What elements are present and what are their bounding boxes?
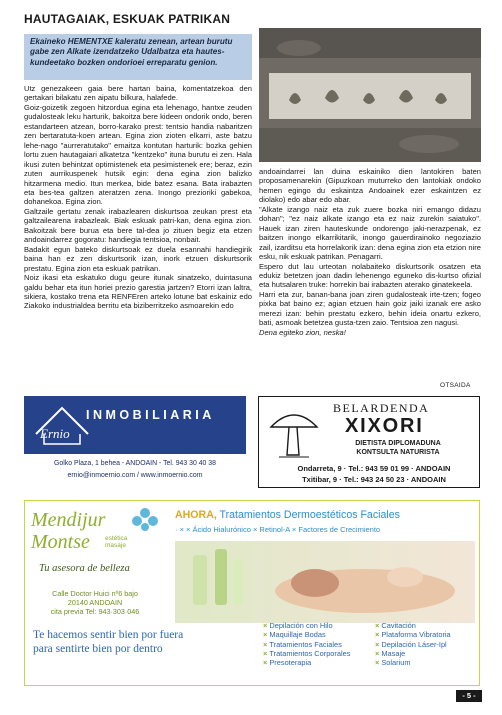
inmobiliaria-address: Golko Plaza, 1 behea - ANDOAIN - Tel. 943 30 40 38	[54, 460, 216, 467]
inmobiliaria-ad[interactable]	[24, 396, 246, 488]
xixori-ad[interactable]	[258, 396, 480, 488]
paragraph: Harri eta zur, banan-bana joan ziren gudalosteak irte-tzen; fogeo pixka bat baino ez; agian etzuen hain goiz jaiki izanak ere asko merezi izan: behin prestatu ezkero, behin ideia onartu ezkero, bati, asmoak betetzea gusta-tzen zaio. Tentsioa zen nagusi.	[259, 289, 481, 328]
service-item	[375, 621, 451, 630]
mendijur-headline-prefix: AHORA,	[175, 509, 217, 521]
service-item	[375, 630, 451, 639]
article-left-column	[24, 84, 252, 311]
service-label: Tratamientos Faciales	[269, 639, 342, 649]
service-item	[263, 621, 350, 630]
bullet-cross-icon: ×	[263, 639, 270, 649]
service-label: Plataforma Vibratoria	[381, 630, 451, 640]
inmobiliaria-brand: INMOBILIARIA	[86, 408, 215, 422]
bullet-cross-icon: ×	[375, 648, 382, 658]
service-item	[263, 658, 350, 667]
article-signature: Dena egiteko zion, neska!	[259, 327, 346, 337]
service-item	[263, 630, 350, 639]
paragraph: Galtzaile gertatu zenak irabazlearen diskurtsoa zeukan prest eta galtzailearena irabazleak. Biak eskuak patri-kan, dena egina zion. Bakoitzak bere burua eta bere tal-dea jo zituen begiz eta etzen andoaindarrez gogoratu: handiegia tentsioa, nonbait.	[24, 206, 252, 245]
mendijur-headline-text: Tratamientos Dermoestéticos Faciales	[216, 509, 400, 521]
massage-illustration	[175, 541, 475, 623]
paragraph: Utz genezakeen gaia bere hartan baina, komentatzekoa den gertakari bilakatu zen aipatu bilkura, halafede.	[24, 84, 252, 103]
service-item	[263, 649, 350, 658]
paragraph: "Alkate izango naiz eta zuk zuere bozka niri emango didazu dohan"; "ez naiz alkate izango eta ez naiz zurekin saiatuko". Hauek izan ziren hauteskunde ondorengo jaki-nerazpenak, ez baitzen inongo elkarrikitarik, inongo gauerdirainoko negoziazio zail, izarditsu eta horrelakorik izan: dena egina zion eta etzion nire esku, nik eskuak patrikan. Penagarri.	[259, 204, 481, 262]
service-label: Masaje	[381, 648, 406, 658]
massage-photo	[175, 541, 475, 623]
paragraph: Noiz ikasi eta eskatuko dugu geure itunak sinatzeko, duintasuna galdu behar eta itun horiei prezio garestia jartzen? Etorri izan laltra, sikiera, kostako trena eta RENFEren arteko lotune bat eskainiz edo Ziakoko industrialdea berritu eta biziberritzeko asmoarekin edo	[24, 273, 252, 311]
page-number: - 5 -	[456, 690, 482, 702]
xixori-contact: Ondarreta, 9 · Tel.: 943 59 01 99 · ANDOAIN	[297, 464, 451, 473]
mendijur-logo: Montse	[31, 531, 90, 553]
bullet-cross-icon: ×	[375, 621, 382, 630]
service-label: Solarium	[381, 658, 411, 668]
mendijur-logo-sub-line: masaje	[105, 542, 126, 549]
bullet-cross-icon: ×	[263, 648, 270, 658]
service-label: Maquillaje Bodas	[269, 630, 326, 640]
service-label: Tratamientos Corporales	[269, 648, 351, 658]
article-lead: Ekaineko HEMENTXE kaleratu zenean, artean burutu gabe zen Alkate izendatzeko Udalbatza eta hautes-kundeetako bozken ondorioei erreparatu genion.	[24, 34, 252, 80]
article-right-column	[259, 167, 481, 337]
services-right	[375, 621, 451, 667]
inmobiliaria-logo-text: Ernio	[40, 426, 70, 441]
mendijur-ad[interactable]	[24, 500, 480, 686]
mendijur-slogan: para sentirte bien por dentro	[33, 643, 163, 655]
bullet-cross-icon: ×	[375, 639, 382, 649]
service-item	[375, 658, 451, 667]
flower-logo-icon	[125, 505, 165, 533]
service-label: Depilación con Hilo	[269, 621, 333, 630]
service-label: Presoterapia	[269, 658, 312, 668]
mushroom-illustration-icon	[265, 401, 323, 461]
service-label: Cavitación	[381, 621, 416, 630]
mendijur-logo-sub-line: estética	[105, 535, 128, 542]
mendijur-address-line: cita previa Tel: 943·303·046	[50, 607, 140, 616]
mendijur-address-line: Calle Doctor Huici nº6 bajo	[52, 589, 138, 598]
article-title: HAUTAGAIAK, ESKUAK PATRIKAN	[24, 12, 231, 26]
paragraph: Goiz-goizetik zegoen hitzordua egina eta lehenago, hantxe zeuden gudalosteak leku harturik, bakoitza bere kideen ondorik ondo, beren estandarteen atzean, borro-karako prest: tentsio handia nabaritzen zen bertaratuta-koen artean. Egina zion zioten elkarri, aste batzu lehe-nago "aurreratutako" emaitza kontutan harturik: bozka gehien lortu zuen hautagaiari alkatetza "kentzeko" ituna burutu ei zen. Hala ikusi zuten behintzat optimistenek eta pesimistenek ere; beraz, ezin zuten aurrikuspenek hutsik egin: dena egina zion balizko hitzarmena medio. Itun merkea, bide batez esana. Bata irabazten eta bes-tea galtzen ateratzen zena. Inongo prezioriki gabekoa, dohanekoa. Egina zion.	[24, 102, 252, 207]
xixori-contact: Txitibar, 9 · Tel.: 943 24 50 23 · ANDOAIN	[302, 475, 446, 484]
mendijur-address-line: 20140 ANDOAIN	[67, 598, 123, 607]
services-left	[263, 621, 350, 667]
paragraph: andoaindarrei lan duina eskainiko dien lantokiren baten proposamenarekin (Gipuzkoan muturreko den lantokiak ondoko hemen egingo du eskaintza Andoainek ezer eskaintzen ez diolako) edo abar edo abar.	[259, 167, 481, 205]
bullet-cross-icon: ×	[263, 621, 270, 630]
article-credit: OTSAIDA	[440, 382, 471, 389]
bullet-cross-icon: ×	[375, 630, 382, 640]
bullet-cross-icon: ×	[263, 630, 270, 640]
mendijur-logo: Mendijur	[31, 509, 106, 531]
inmobiliaria-web[interactable]: ernio@inmoernio.com / www.inmoernio.com	[67, 472, 203, 479]
service-item	[375, 649, 451, 658]
mendijur-headline	[175, 509, 400, 521]
service-item	[375, 640, 451, 649]
bullet-cross-icon: ×	[263, 658, 270, 668]
xixori-desc: KONTSULTA NATURISTA	[356, 449, 440, 456]
mendijur-address	[31, 589, 159, 616]
xixori-name: BELARDENDA	[333, 401, 430, 415]
mendijur-ingredients: · × × Ácido Hialurónico × Retinol-A × Factores de Crecimiento	[175, 525, 381, 534]
mendijur-tagline: Tu asesora de belleza	[39, 563, 130, 574]
mendijur-slogan: Te hacemos sentir bien por fuera	[33, 629, 184, 641]
paragraph: Badakit egun bateko diskurtsoak ez duela esannahi handiegirik baina han ez zen diskurtsorik izan, inork etzuen diskurtsorik prestatu. Egina zion eta eskuak patrikan.	[24, 244, 252, 273]
stone-plants-illustration	[259, 28, 481, 162]
article-photo	[259, 28, 481, 162]
house-logo-icon	[32, 400, 92, 450]
service-label: Depilación Láser-Ipl	[381, 639, 447, 649]
xixori-desc: DIETISTA DIPLOMADUNA	[355, 440, 441, 447]
mendijur-logo-sub	[105, 535, 127, 549]
bullet-cross-icon: ×	[375, 658, 382, 668]
xixori-subname: XIXORI	[345, 415, 424, 437]
paragraph: Espero dut lau urteotan nolabaiteko diskurtsorik osatzen eta edukiz betetzen joan dadin lehenengo eguneko dis-kurtso ofizial eta hutsalaren truke: horrekin bai irabazten aterako ginatekeela.	[259, 261, 481, 290]
service-item	[263, 640, 350, 649]
